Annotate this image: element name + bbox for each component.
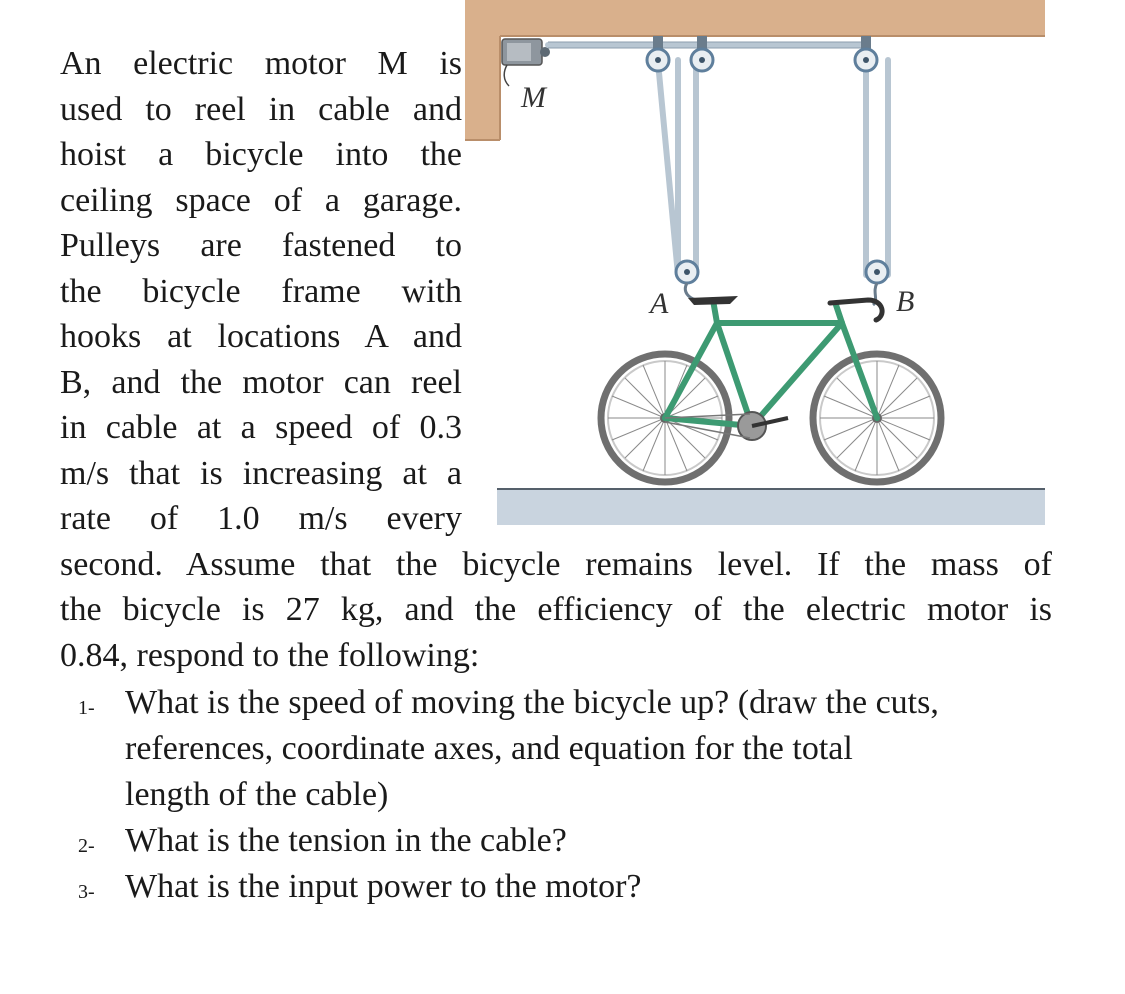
intro-line: m/s that is increasing at a — [60, 455, 462, 492]
hook-b-label: B — [896, 285, 915, 318]
question-1 — [78, 680, 1078, 820]
ceiling-pulleys — [647, 36, 877, 71]
motor — [502, 39, 550, 86]
intro-line: ceiling space of a garage. — [60, 182, 462, 219]
intro-line: B, and the motor can reel — [60, 364, 462, 401]
question-text: What is the speed of moving the bicycle up? (draw the cuts, — [125, 684, 939, 721]
pulley-icon — [691, 36, 713, 71]
cable — [548, 45, 888, 275]
intro-line: An electric motor M is — [60, 45, 462, 82]
question-text: length of the cable) — [125, 776, 389, 813]
motor-label: M — [521, 81, 546, 114]
saddle — [688, 296, 738, 305]
pulley-icon — [647, 36, 669, 71]
intro-line: in cable at a speed of 0.3 — [60, 409, 462, 446]
question-number: 3- — [78, 881, 95, 903]
body-line: 0.84, respond to the following: — [60, 637, 480, 674]
question-text: What is the tension in the cable? — [125, 822, 567, 859]
intro-line: Pulleys are fastened to — [60, 227, 462, 264]
hook-a-label: A — [650, 287, 669, 320]
question-number: 1- — [78, 697, 95, 719]
pulley-icon — [855, 36, 877, 71]
bicycle — [601, 296, 941, 482]
question-2 — [78, 818, 1078, 864]
intro-line: rate of 1.0 m/s every — [60, 500, 462, 537]
intro-line: hooks at locations A and — [60, 318, 462, 355]
question-text: references, coordinate axes, and equation for the total — [125, 730, 853, 767]
ceiling-wall — [465, 0, 1045, 140]
body-line: second. Assume that the bicycle remains level. If the mass of — [60, 546, 1052, 583]
body-line: the bicycle is 27 kg, and the efficiency of the electric motor is — [60, 591, 1052, 628]
intro-line: used to reel in cable and — [60, 91, 462, 128]
question-3 — [78, 864, 1078, 910]
pulley-icon — [676, 261, 698, 300]
intro-line: hoist a bicycle into the — [60, 136, 462, 173]
question-text: What is the input power to the motor? — [125, 868, 642, 905]
ground — [497, 489, 1045, 525]
intro-line: the bicycle frame with — [60, 273, 462, 310]
question-number: 2- — [78, 835, 95, 857]
